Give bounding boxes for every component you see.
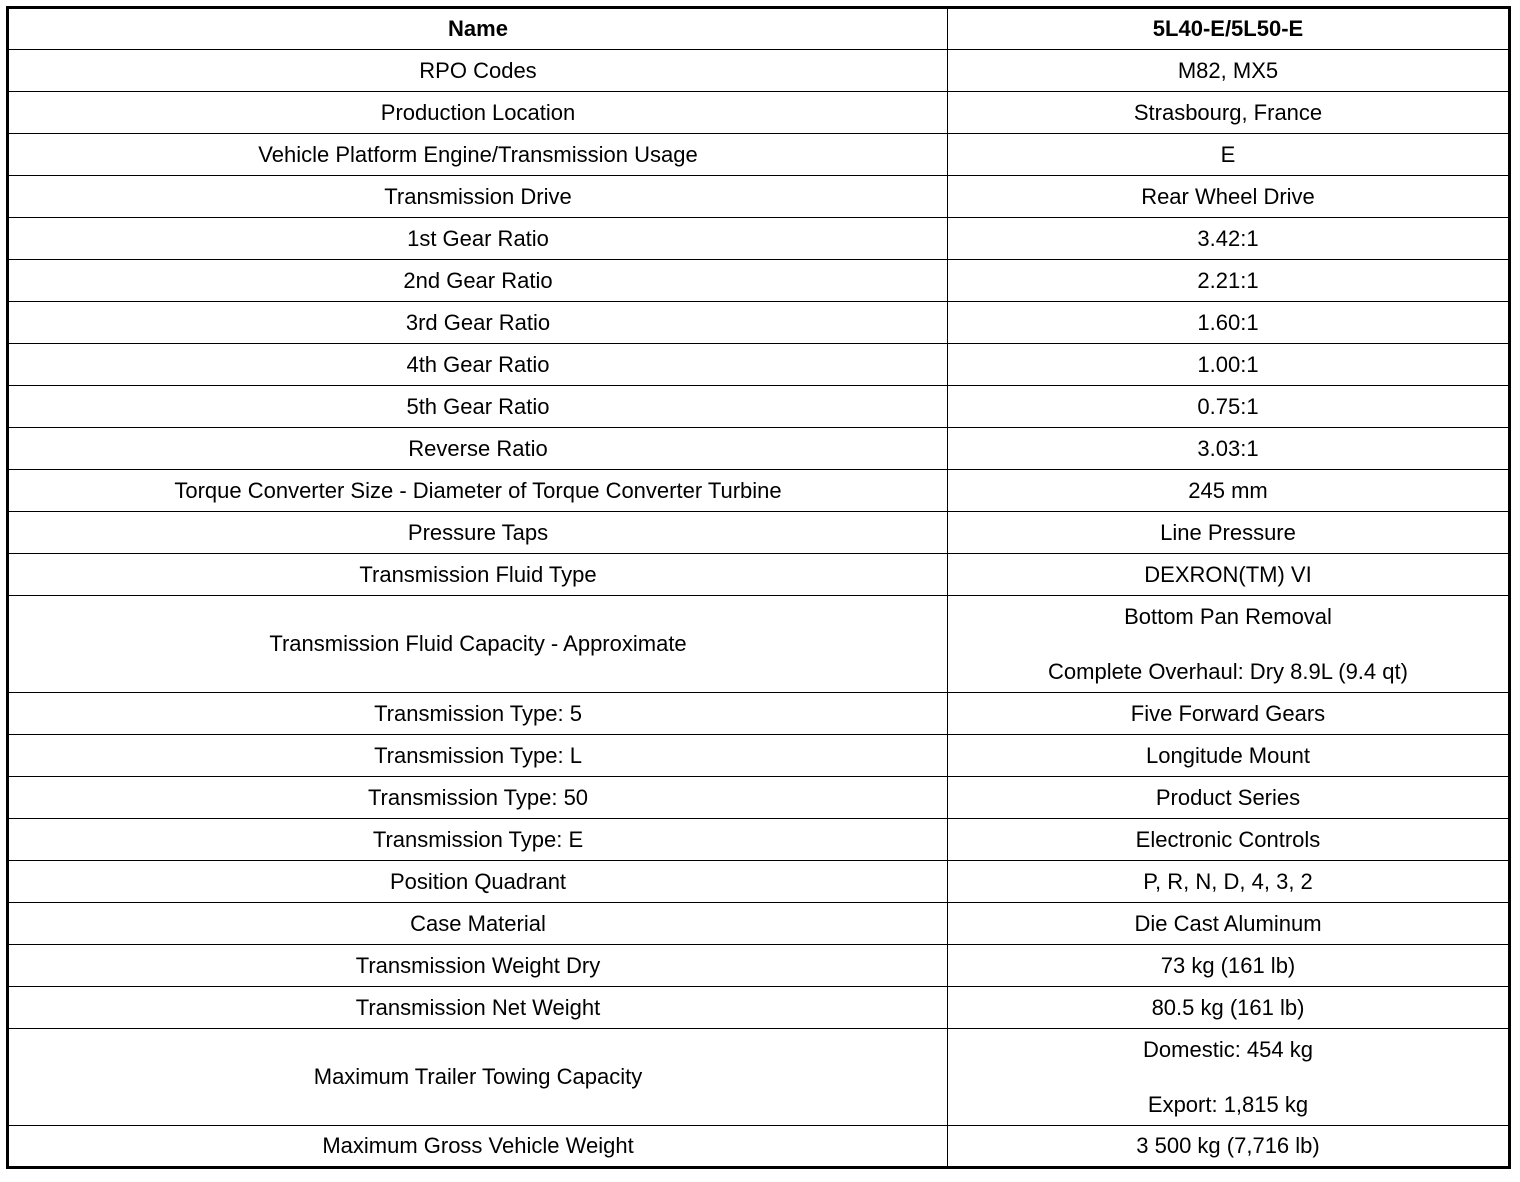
row-value-cell bbox=[948, 50, 1510, 92]
row-value-cell bbox=[948, 945, 1510, 987]
header-name-cell: Name bbox=[8, 8, 948, 50]
row-value-line: 0.75:1 bbox=[1197, 393, 1259, 419]
row-value-line: Electronic Controls bbox=[1135, 826, 1321, 852]
table-row bbox=[8, 512, 1510, 554]
row-name-cell: 1st Gear Ratio bbox=[8, 218, 948, 260]
row-value-cell bbox=[948, 218, 1510, 260]
table-row bbox=[8, 735, 1510, 777]
row-value-line: 245 mm bbox=[1188, 477, 1268, 503]
row-value-line: Product Series bbox=[1155, 784, 1301, 810]
row-name-cell: Transmission Drive bbox=[8, 176, 948, 218]
row-value-cell bbox=[948, 735, 1510, 777]
row-name-cell: 2nd Gear Ratio bbox=[8, 260, 948, 302]
row-value-line: Longitude Mount bbox=[1146, 742, 1310, 768]
row-value-cell bbox=[948, 386, 1510, 428]
row-value-line: 80.5 kg (161 lb) bbox=[1151, 994, 1305, 1020]
row-value-line: Bottom Pan Removal bbox=[1124, 603, 1332, 629]
header-value-cell: 5L40-E/5L50-E bbox=[948, 8, 1510, 50]
row-name-cell: Reverse Ratio bbox=[8, 428, 948, 470]
row-value-cell bbox=[948, 1029, 1510, 1126]
table-row bbox=[8, 693, 1510, 735]
row-value-line: 3 500 kg (7,716 lb) bbox=[1136, 1133, 1320, 1158]
row-name-cell: Transmission Weight Dry bbox=[8, 945, 948, 987]
table-row bbox=[8, 302, 1510, 344]
row-value-cell bbox=[948, 302, 1510, 344]
row-name-cell: 5th Gear Ratio bbox=[8, 386, 948, 428]
row-value-line: 1.60:1 bbox=[1197, 309, 1259, 335]
row-value-line: Export: 1,815 kg bbox=[1147, 1091, 1309, 1117]
table-row bbox=[8, 1126, 1510, 1168]
row-value-cell bbox=[948, 861, 1510, 903]
row-value-line: Rear Wheel Drive bbox=[1141, 183, 1315, 209]
row-name-cell: 3rd Gear Ratio bbox=[8, 302, 948, 344]
row-value-cell bbox=[948, 470, 1510, 512]
table-row bbox=[8, 554, 1510, 596]
row-value-cell bbox=[948, 987, 1510, 1029]
row-value-cell bbox=[948, 344, 1510, 386]
row-name-cell: Torque Converter Size - Diameter of Torque Converter Turbine bbox=[8, 470, 948, 512]
row-name-cell: Transmission Fluid Type bbox=[8, 554, 948, 596]
row-name-cell: Production Location bbox=[8, 92, 948, 134]
row-value-line: 73 kg (161 lb) bbox=[1160, 952, 1296, 978]
table-row bbox=[8, 92, 1510, 134]
table-row bbox=[8, 386, 1510, 428]
table-row bbox=[8, 945, 1510, 987]
row-value-cell bbox=[948, 134, 1510, 176]
row-value-line: Five Forward Gears bbox=[1130, 700, 1326, 726]
row-value-line: Line Pressure bbox=[1160, 519, 1296, 545]
row-value-cell bbox=[948, 777, 1510, 819]
row-name-cell: Transmission Type: E bbox=[8, 819, 948, 861]
row-name-cell: Transmission Net Weight bbox=[8, 987, 948, 1029]
row-value-cell bbox=[948, 92, 1510, 134]
row-name-cell: Pressure Taps bbox=[8, 512, 948, 554]
table-row bbox=[8, 819, 1510, 861]
row-value-line: E bbox=[1220, 141, 1236, 167]
row-value-line: Complete Overhaul: Dry 8.9L (9.4 qt) bbox=[1048, 658, 1408, 684]
spec-table bbox=[6, 6, 1511, 1169]
row-name-cell: Case Material bbox=[8, 903, 948, 945]
table-row bbox=[8, 344, 1510, 386]
row-value-line: P, R, N, D, 4, 3, 2 bbox=[1143, 868, 1313, 894]
row-name-cell: Maximum Gross Vehicle Weight bbox=[8, 1126, 948, 1168]
table-header-row bbox=[8, 8, 1510, 50]
row-name-cell: RPO Codes bbox=[8, 50, 948, 92]
row-value-cell bbox=[948, 1126, 1510, 1168]
row-name-cell: 4th Gear Ratio bbox=[8, 344, 948, 386]
table-row bbox=[8, 861, 1510, 903]
row-name-cell: Maximum Trailer Towing Capacity bbox=[8, 1029, 948, 1126]
table-body bbox=[8, 50, 1510, 1168]
row-value-cell bbox=[948, 176, 1510, 218]
row-name-cell: Vehicle Platform Engine/Transmission Usage bbox=[8, 134, 948, 176]
row-value-line: Die Cast Aluminum bbox=[1134, 910, 1322, 936]
row-value-line: 2.21:1 bbox=[1197, 267, 1259, 293]
row-value-cell bbox=[948, 260, 1510, 302]
row-value-line: Strasbourg, France bbox=[1133, 99, 1323, 125]
row-value-cell bbox=[948, 428, 1510, 470]
row-name-cell: Transmission Type: 50 bbox=[8, 777, 948, 819]
row-value-cell bbox=[948, 903, 1510, 945]
row-value-line: 1.00:1 bbox=[1197, 351, 1259, 377]
row-name-cell: Position Quadrant bbox=[8, 861, 948, 903]
row-value-line: Domestic: 454 kg bbox=[1143, 1036, 1313, 1062]
row-value-cell bbox=[948, 554, 1510, 596]
table-row bbox=[8, 777, 1510, 819]
table-row bbox=[8, 134, 1510, 176]
row-value-cell bbox=[948, 819, 1510, 861]
table-row bbox=[8, 1029, 1510, 1126]
table-row bbox=[8, 428, 1510, 470]
row-value-line: M82, MX5 bbox=[1177, 57, 1279, 83]
table-row bbox=[8, 218, 1510, 260]
table-row bbox=[8, 987, 1510, 1029]
table-row bbox=[8, 50, 1510, 92]
table-row bbox=[8, 470, 1510, 512]
table-row bbox=[8, 903, 1510, 945]
table-row bbox=[8, 596, 1510, 693]
table-row bbox=[8, 176, 1510, 218]
row-value-cell bbox=[948, 596, 1510, 693]
row-name-cell: Transmission Type: L bbox=[8, 735, 948, 777]
row-value-line: DEXRON(TM) VI bbox=[1144, 561, 1312, 587]
row-value-cell bbox=[948, 693, 1510, 735]
row-value-cell bbox=[948, 512, 1510, 554]
row-name-cell: Transmission Type: 5 bbox=[8, 693, 948, 735]
row-value-line: 3.42:1 bbox=[1197, 225, 1259, 251]
table-row bbox=[8, 260, 1510, 302]
row-value-line: 3.03:1 bbox=[1197, 435, 1259, 461]
row-name-cell: Transmission Fluid Capacity - Approximate bbox=[8, 596, 948, 693]
